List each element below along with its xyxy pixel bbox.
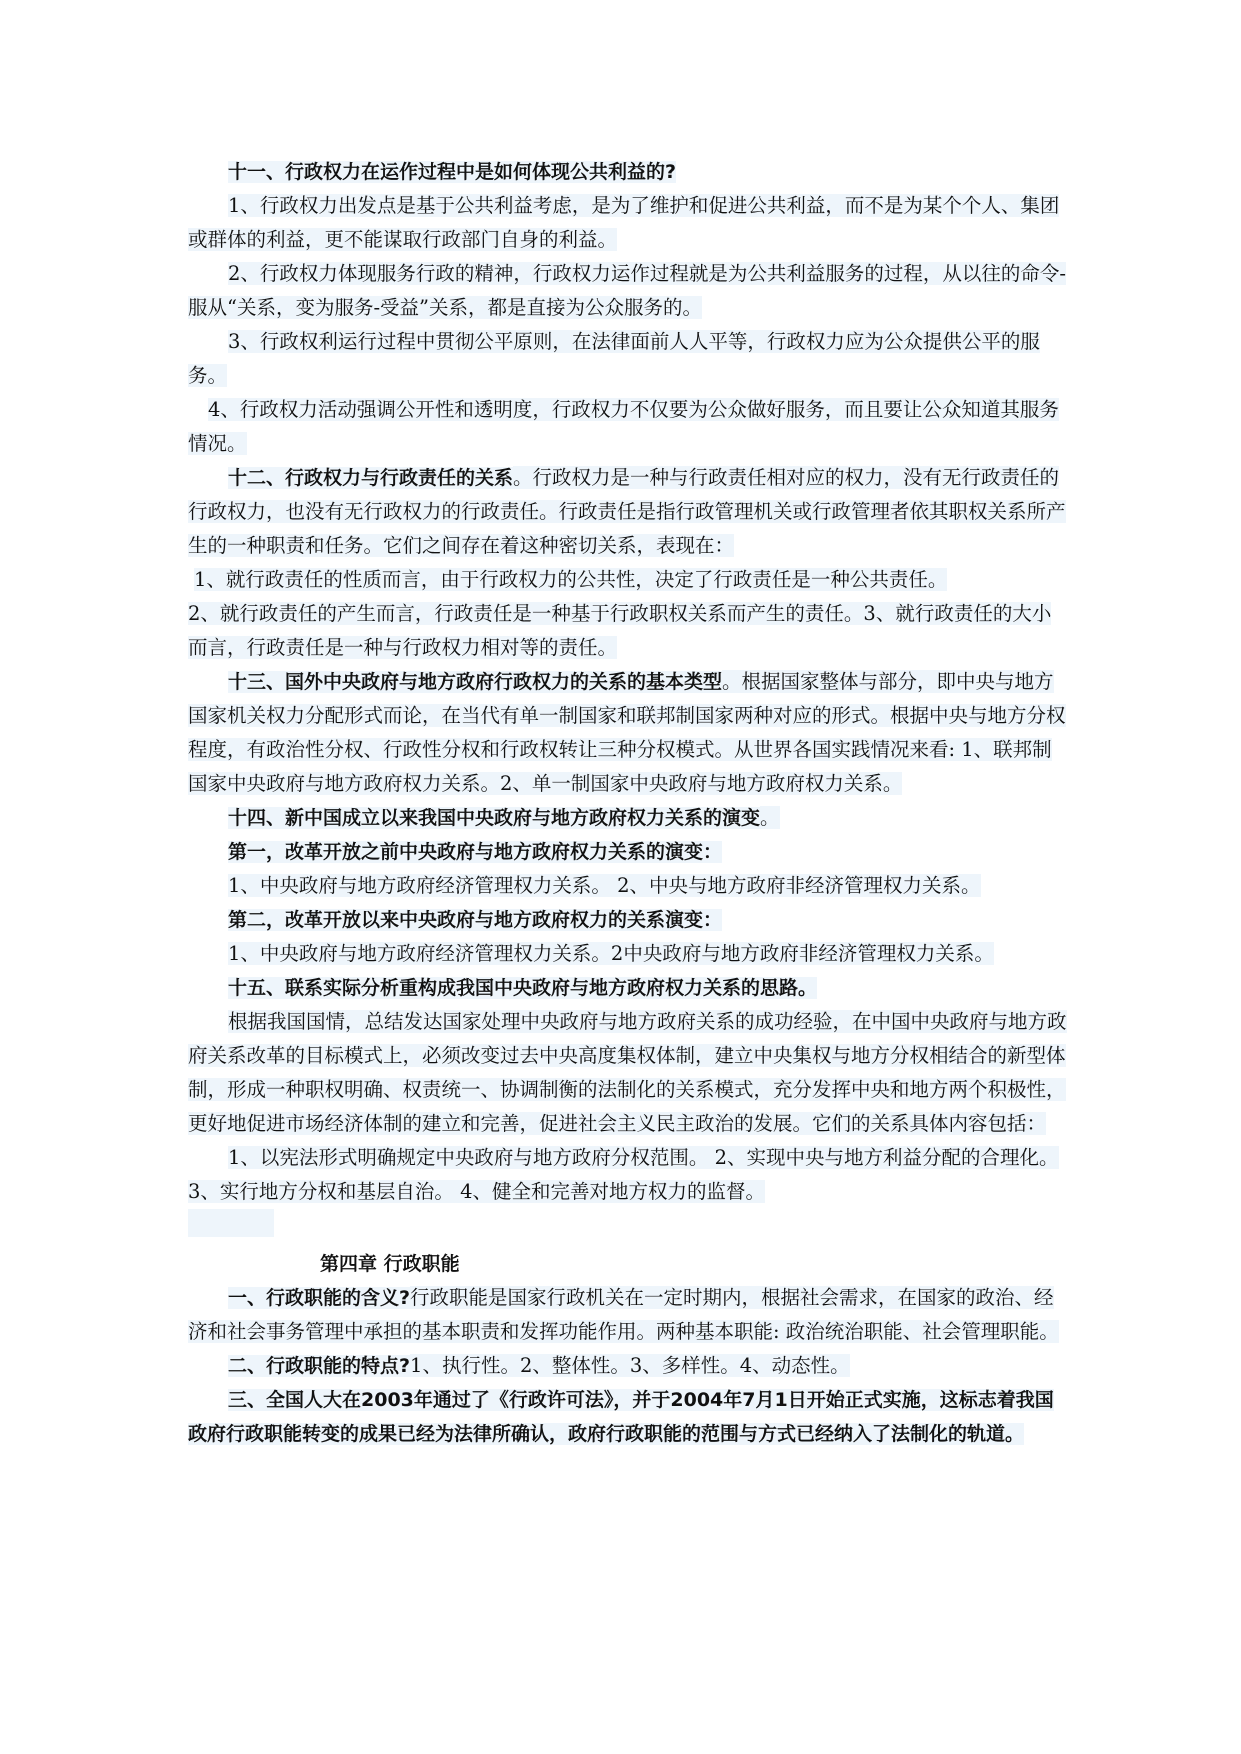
section-14-text-1: 1、中央政府与地方政府经济管理权力关系。 2、中央与地方政府非经济管理权力关系。 (228, 874, 981, 897)
chapter-item-2: 二、行政职能的特点?1、执行性。2、整体性。3、多样性。4、动态性。 (228, 1354, 850, 1377)
section-15-text: 根据我国国情，总结发达国家处理中央政府与地方政府关系的成功经验，在中国中央政府与地方政府关系改革的目标模式上，必须改变过去中央高度集权体制，建立中央集权与地方分权相结合的新型体制，形成一种职权明确、权责统一、协调制衡的法制化的关系模式，充分发挥中央和地方两个积极性，更好地促进市场经济体制的建立和完善，促进社会主义民主政治的发展。它们的关系具体内容包括： (188, 1010, 1067, 1135)
section-14-heading-2: 第二，改革开放以来中央政府与地方政府权力的关系演变： (228, 909, 723, 931)
section-14-title: 十四、新中国成立以来我国中央政府与地方政府权力关系的演变 (228, 807, 761, 829)
section-11-title: 十一、行政权力在运作过程中是如何体现公共利益的? (228, 161, 677, 183)
blank-highlight-line (188, 1209, 274, 1237)
section-11-point-4: 4、行政权力活动强调公开性和透明度，行政权力不仅要为公众做好服务，而且要让公众知道其服务情况。 (188, 398, 1059, 455)
section-12-title: 十二、行政权力与行政责任的关系 (228, 467, 514, 489)
chapter-item-1: 一、行政职能的含义?行政职能是国家行政机关在一定时期内，根据社会需求，在国家的政治、经济和社会事务管理中承担的基本职责和发挥功能作用。两种基本职能: 政治统治职能、社会管理职能。 (188, 1286, 1059, 1343)
section-11-point-3: 3、行政权利运行过程中贯彻公平原则，在法律面前人人平等，行政权力应为公众提供公平的服务。 (188, 330, 1040, 387)
section-12-line-2: 2、就行政责任的产生而言，行政责任是一种基于行政职权关系而产生的责任。3、就行政责任的大小而言，行政责任是一种与行政权力相对等的责任。 (188, 602, 1052, 659)
section-15-title: 十五、联系实际分析重构成我国中央政府与地方政府权力关系的思路。 (228, 977, 818, 999)
section-14-text-2: 1、中央政府与地方政府经济管理权力关系。2中央政府与地方政府非经济管理权力关系。 (228, 942, 994, 965)
section-12-line-1: 1、就行政责任的性质而言，由于行政权力的公共性，决定了行政责任是一种公共责任。 (194, 568, 948, 591)
section-11-point-2: 2、行政权力体现服务行政的精神，行政权力运作过程就是为公共利益服务的过程，从以往的命令-服从“关系，变为服务-受益”关系，都是直接为公众服务的。 (188, 262, 1066, 319)
section-13-paragraph: 十三、国外中央政府与地方政府行政权力的关系的基本类型。根据国家整体与部分，即中央与地方国家机关权力分配形式而论，在当代有单一制国家和联邦制国家两种对应的形式。根据中央与地方分权程度，有政治性分权、行政性分权和行政权转让三种分权模式。从世界各国实践情况来看: 1、联邦制国家中央政府与地方政府权力关系。2、单一制国家中央政府与地方政府权力关系。 (188, 670, 1066, 795)
section-15-items: 1、以宪法形式明确规定中央政府与地方政府分权范围。 2、实现中央与地方利益分配的合理化。 3、实行地方分权和基层自治。 4、健全和完善对地方权力的监督。 (188, 1146, 1059, 1203)
section-12-paragraph: 十二、行政权力与行政责任的关系。行政权力是一种与行政责任相对应的权力，没有无行政责任的行政权力，也没有无行政权力的行政责任。行政责任是指行政管理机关或行政管理者依其职权关系所产生的一种职责和任务。它们之间存在着这种密切关系，表现在： (188, 466, 1066, 557)
chapter-item-3: 三、全国人大在2003年通过了《行政许可法》，并于2004年7月1日开始正式实施，这标志着我国政府行政职能转变的成果已经为法律所确认，政府行政职能的范围与方式已经纳入了法制化的轨道。 (188, 1389, 1054, 1445)
chapter-item-2-title: 二、行政职能的特点? (228, 1355, 411, 1377)
section-11-point-1: 1、行政权力出发点是基于公共利益考虑，是为了维护和促进公共利益，而不是为某个个人、集团或群体的利益，更不能谋取行政部门自身的利益。 (188, 194, 1060, 251)
section-14-heading-1: 第一，改革开放之前中央政府与地方政府权力关系的演变： (228, 841, 723, 863)
section-13-title: 十三、国外中央政府与地方政府行政权力的关系的基本类型 (228, 671, 723, 693)
document-page (188, 155, 1068, 1451)
chapter-title: 第四章 行政职能 (320, 1253, 460, 1275)
section-14-title-line: 十四、新中国成立以来我国中央政府与地方政府权力关系的演变。 (228, 806, 780, 829)
chapter-item-1-title: 一、行政职能的含义? (228, 1287, 411, 1309)
